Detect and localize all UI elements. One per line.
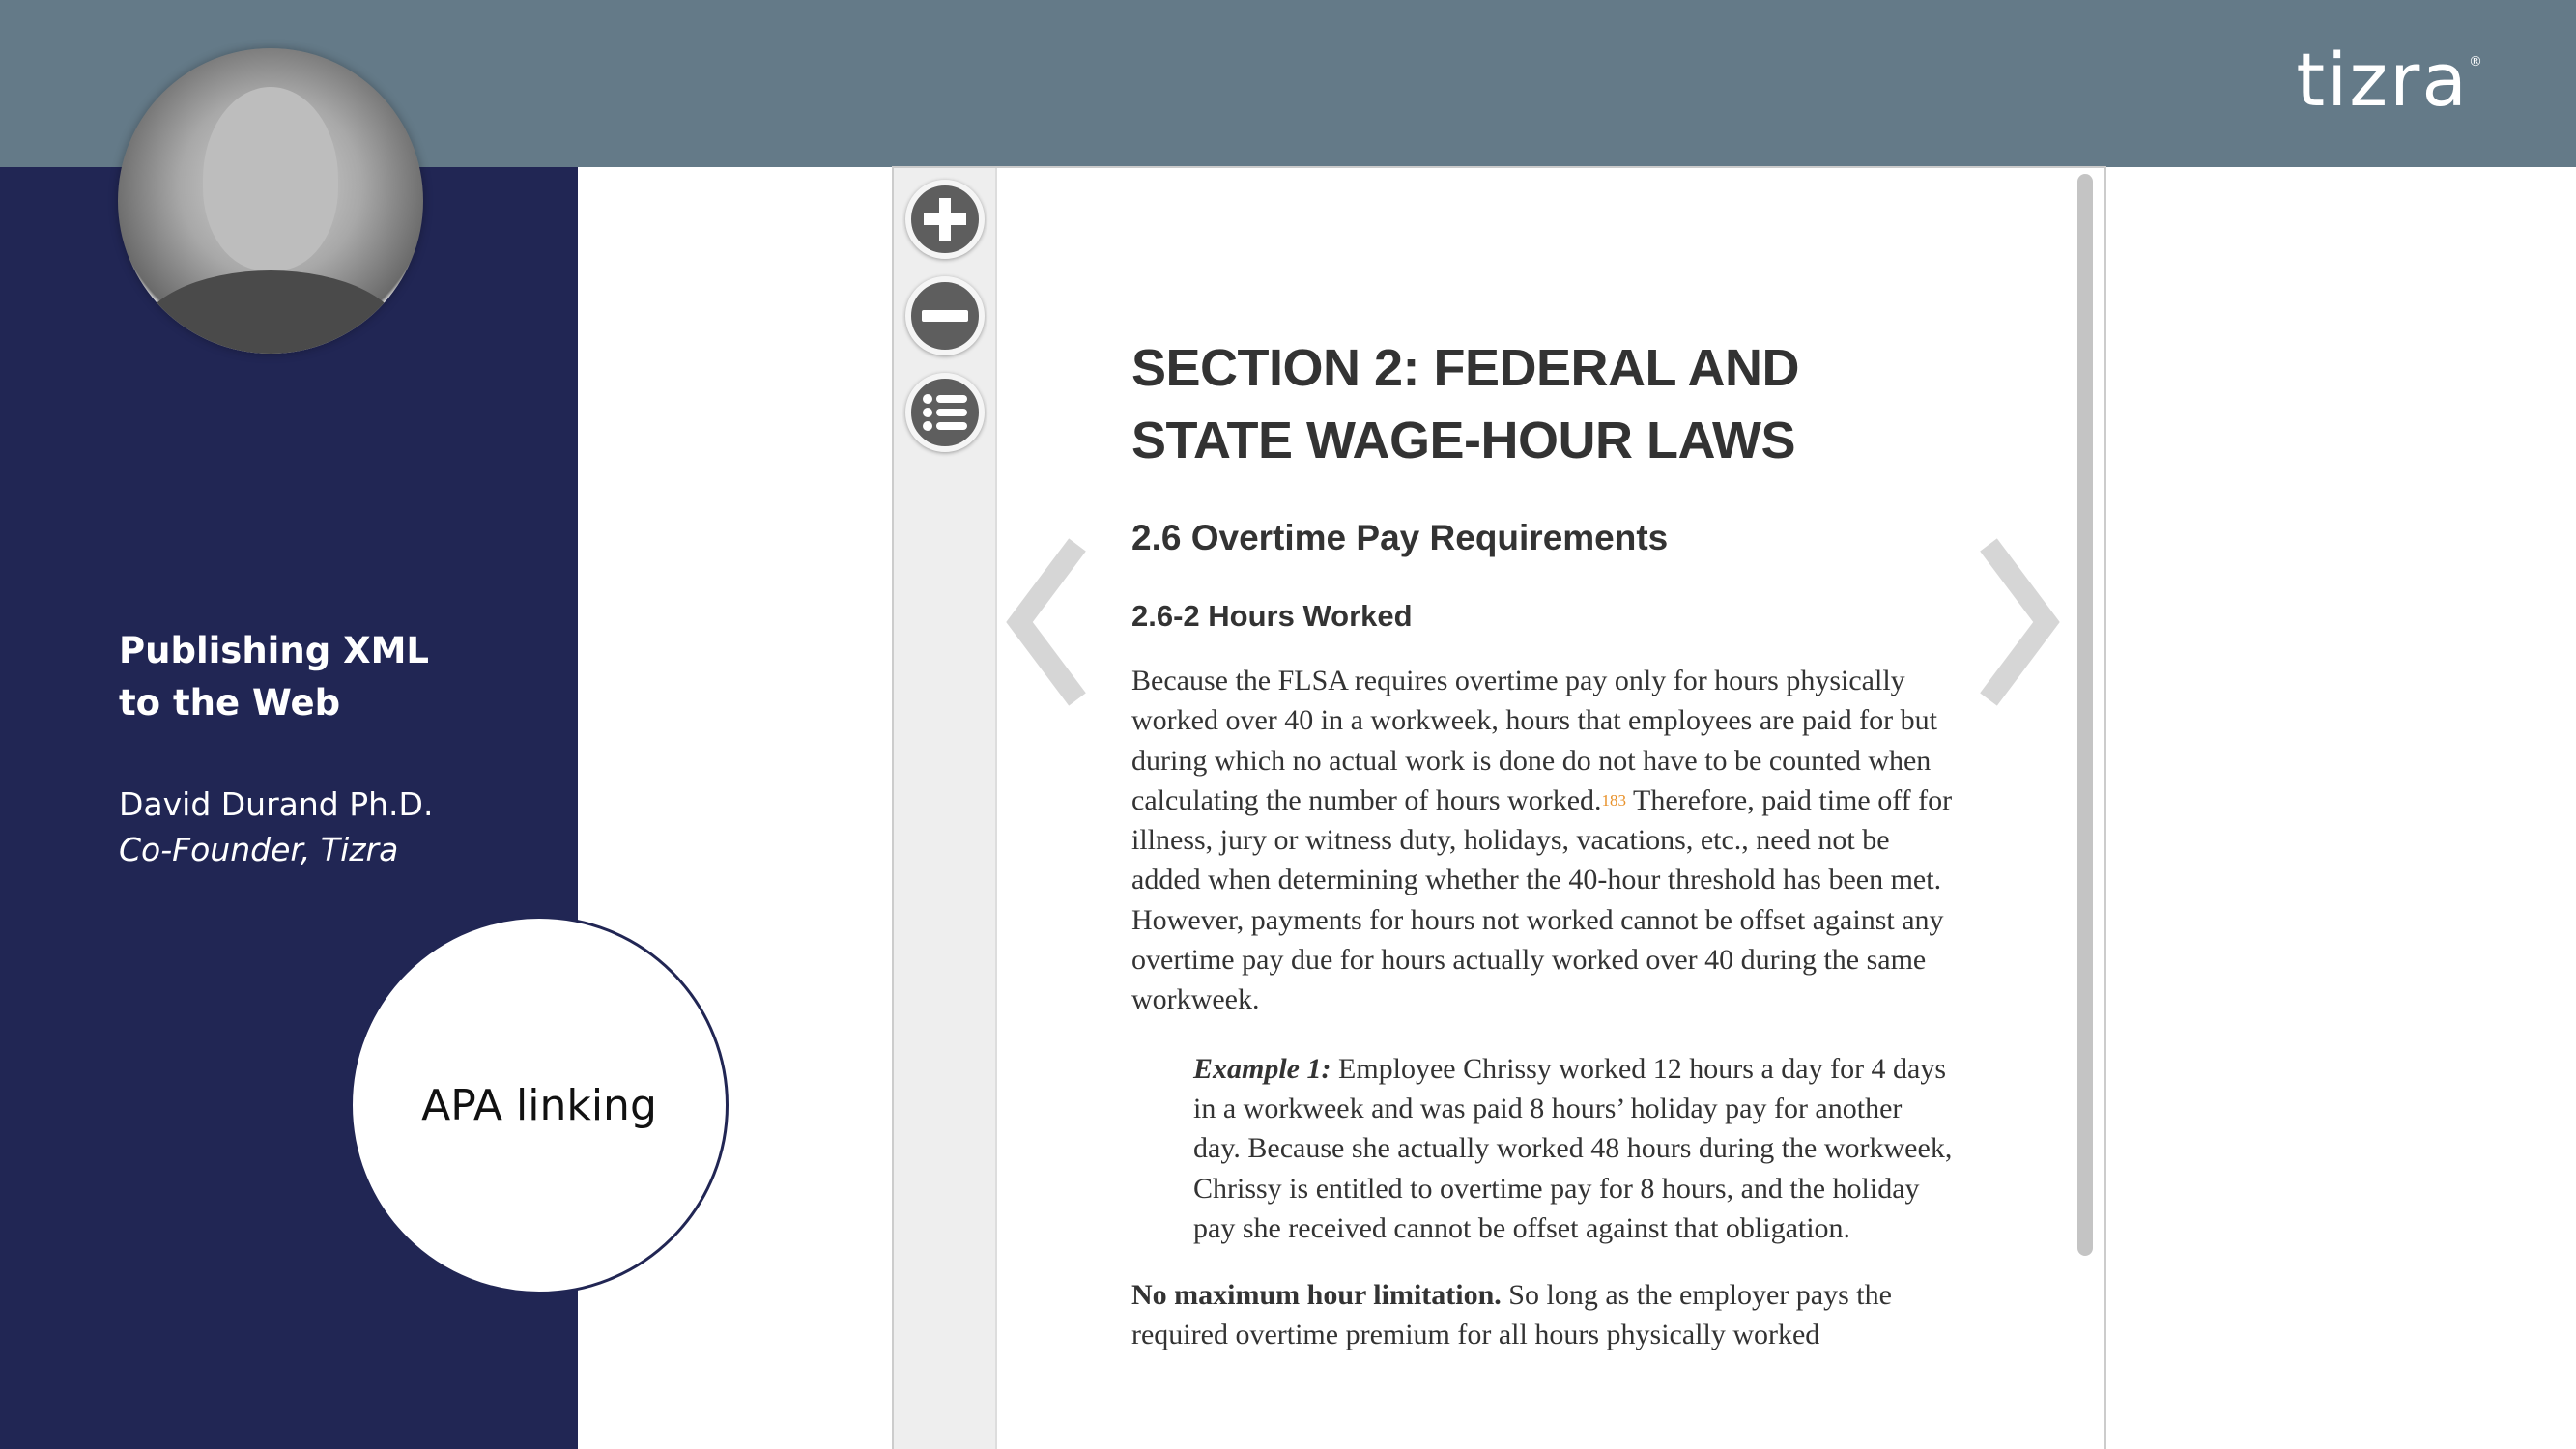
tizra-logo (2296, 37, 2484, 123)
next-page-arrow[interactable] (1974, 535, 2061, 709)
document-viewer (892, 166, 2106, 1449)
section-heading (1131, 332, 1953, 477)
speaker-photo (118, 48, 423, 354)
example-text: Employee Chrissy worked 12 hours a day for 4 days in a workweek and was paid 8 hours’ holiday pay for another day. Because she actually worked 48 hours during the workweek, Chrissy is entitled to overtime pay for 8 hours, and the holiday pay she received cannot be offset against that obligation. (1193, 1052, 1953, 1244)
document-page (1131, 332, 1953, 1355)
speaker-name: David Durand Ph.D. (119, 785, 434, 823)
title-line-2: to the Web (119, 682, 341, 724)
minus-icon (918, 289, 972, 343)
previous-page-arrow[interactable] (1005, 535, 1092, 709)
paragraph-text: Therefore, paid time off for illness, jury or witness duty, holidays, vacations, etc., need not be added when determining whether the 40-hour threshold has been met. However, payments for hours not worked cannot be offset against any overtime pay due for hours actually worked over 40 during the same workweek. (1131, 783, 1953, 1016)
footnote-link[interactable]: 183 (1601, 790, 1627, 810)
chevron-right-icon (1974, 535, 2061, 709)
section-subheading: 2.6 Overtime Pay Requirements (1131, 518, 1669, 557)
zoom-out-button[interactable] (905, 276, 985, 355)
viewer-toolbar (894, 168, 997, 1449)
example-label: Example 1: (1193, 1052, 1331, 1085)
paragraph-label: No maximum hour limitation. (1131, 1279, 1502, 1312)
paragraph-2 (1131, 1275, 1953, 1355)
subsection-heading: 2.6-2 Hours Worked (1131, 599, 1413, 633)
photo-face (203, 87, 338, 270)
list-icon (918, 385, 972, 440)
registered-mark: ® (2469, 54, 2484, 70)
plus-icon (918, 192, 972, 246)
speaker-role: Co-Founder, Tizra (119, 831, 399, 868)
paragraph-text: So long as the employer pays the required overtime premium for all hours physically worked (1131, 1279, 1892, 1351)
vertical-scrollbar[interactable] (2077, 174, 2093, 1256)
zoom-in-button[interactable] (905, 180, 985, 259)
photo-shoulders (137, 270, 404, 354)
callout-text: APA linking (421, 1080, 657, 1130)
chevron-left-icon (1005, 535, 1092, 709)
heading-line-1: SECTION 2: FEDERAL AND (1131, 339, 1800, 397)
talk-title (119, 625, 429, 729)
logo-text: tizra (2296, 37, 2469, 123)
title-line-1: Publishing XML (119, 630, 429, 671)
speaker-info (119, 781, 433, 872)
apa-linking-callout (350, 916, 729, 1294)
example-paragraph (1193, 1049, 1953, 1248)
paragraph-1 (1131, 661, 1953, 1020)
heading-line-2: STATE WAGE-HOUR LAWS (1131, 412, 1795, 469)
paragraph-text: Because the FLSA requires overtime pay only for hours physically worked over 40 in a workweek, hours that employees are paid for but during which no actual work is done do not have to be counted when calculating the number of hours worked. (1131, 665, 1937, 816)
table-of-contents-button[interactable] (905, 373, 985, 452)
